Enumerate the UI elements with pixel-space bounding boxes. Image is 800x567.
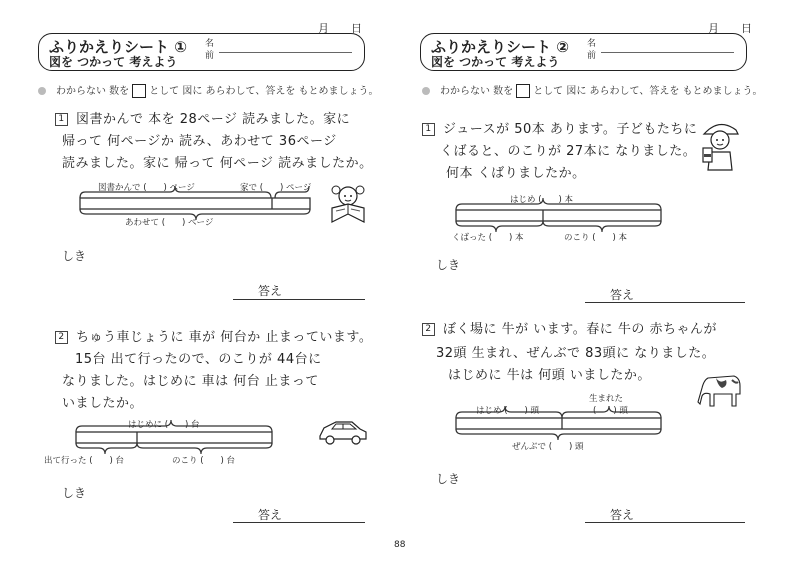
sheet-subtitle: 図を つかって 考えよう <box>431 55 560 69</box>
tape-label-a: はじめに ( ) 台 <box>128 420 200 430</box>
problem-1-line-1: 1 ジュースが 50本 あります。子どもたちに <box>422 118 697 137</box>
tape-label-b: 出て行った ( ) 台 <box>44 456 125 466</box>
tape-label-a: はじめ ( ) 頭 <box>476 406 540 416</box>
problem-number: 2 <box>55 331 68 344</box>
instruction-post: として 図に あらわして、答えを もとめましょう。 <box>533 86 763 97</box>
problem-2-line-4: いましたか。 <box>62 396 144 411</box>
problem-2-line-1: 2 ぼく場に 牛が います。春に 牛の 赤ちゃんが <box>422 318 717 337</box>
page-number: 88 <box>394 540 406 550</box>
tape-label-c: あわせて ( ) ページ <box>125 218 214 228</box>
problem-1-line-2: くばると、のこりが 27本に なりました。 <box>440 144 697 159</box>
tape-label-a: 図書かんで ( ) ページ <box>98 183 195 193</box>
answer-label: 答え <box>258 508 283 522</box>
tape-label-a: はじめ ( ) 本 <box>510 195 574 205</box>
tape-label-b: 生まれた <box>589 394 624 404</box>
problem-number: 2 <box>422 323 435 336</box>
problem-1-line-3: 何本 くばりましたか。 <box>446 166 586 181</box>
tape-label-b: 家で ( ) ページ <box>240 183 312 193</box>
date-field: 月 日 <box>318 22 362 35</box>
instruction-pre: わからない 数を <box>440 86 514 97</box>
instruction-pre: わからない 数を <box>56 86 130 97</box>
expression-label: しき <box>62 249 87 263</box>
worksheet-right <box>400 0 800 567</box>
problem-2-line-2: 32頭 生まれ、ぜんぶで 83頭に なりました。 <box>436 346 716 361</box>
date-field: 月 日 <box>708 22 752 35</box>
sheet-title: ふりかえりシート ① <box>49 38 187 56</box>
answer-label: 答え <box>258 284 283 298</box>
tape-label-c: のこり ( ) 本 <box>564 233 628 243</box>
problem-1-line-2: 帰って 何ページか 読み、あわせて 36ページ <box>62 134 337 149</box>
expression-label: しき <box>436 472 461 486</box>
expression-label: しき <box>436 258 461 272</box>
instruction-post: として 図に あらわして、答えを もとめましょう。 <box>149 86 379 97</box>
problem-number: 1 <box>55 113 68 126</box>
problem-2-line-3: なりました。はじめに 車は 何台 止まって <box>62 374 319 389</box>
answer-line[interactable] <box>585 522 745 523</box>
tape-label-b-value: ( ) 頭 <box>593 406 628 416</box>
answer-label: 答え <box>610 508 635 522</box>
name-label: 名前 <box>587 39 597 61</box>
expression-label: しき <box>62 486 87 500</box>
sheet-subtitle: 図を つかって 考えよう <box>49 55 178 69</box>
problem-1-line-1: 1 図書かんで 本を 28ページ 読みました。家に <box>55 108 350 127</box>
problem-2-line-2: 15台 出て行ったので、のこりが 44台に <box>75 352 322 367</box>
name-label: 名前 <box>205 39 215 61</box>
problem-2-line-3: はじめに 牛は 何頭 いましたか。 <box>448 368 651 383</box>
tape-label-c: のこり ( ) 台 <box>172 456 236 466</box>
answer-line[interactable] <box>233 522 365 523</box>
sheet-title: ふりかえりシート ② <box>431 38 569 56</box>
problem-number: 1 <box>422 123 435 136</box>
car-icon <box>316 416 370 446</box>
problem-1-line-3: 読みました。家に 帰って 何ページ 読みましたか。 <box>62 156 373 171</box>
answer-label: 答え <box>610 288 635 302</box>
tape-label-b: くばった ( ) 本 <box>452 233 524 243</box>
problem-2-line-1: 2 ちゅう車じょうに 車が 何台か 止まっています。 <box>55 326 372 345</box>
tape-label-c: ぜんぶで ( ) 頭 <box>512 442 584 452</box>
